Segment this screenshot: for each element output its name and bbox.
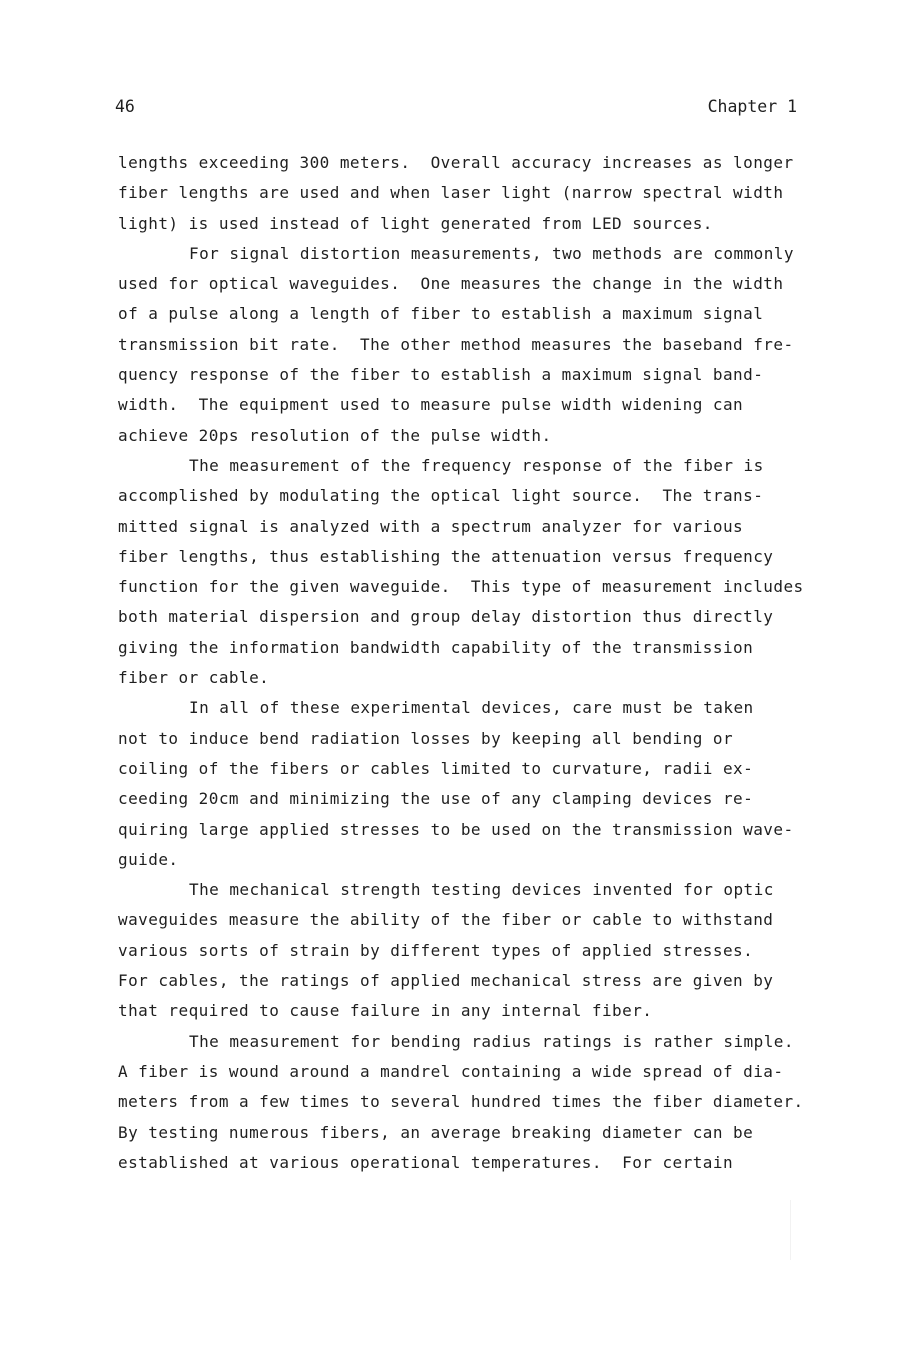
text-line: fiber lengths, thus establishing the attenuation versus frequency	[118, 546, 774, 566]
text-line: fiber lengths are used and when laser light (narrow spectral width	[118, 183, 784, 203]
text-line: various sorts of strain by different types of applied stresses.	[118, 940, 754, 960]
text-line: light) is used instead of light generated from LED sources.	[118, 213, 713, 233]
text-line: accomplished by modulating the optical light source. The trans-	[118, 486, 764, 506]
text-line: coiling of the fibers or cables limited to curvature, radii ex-	[118, 758, 754, 778]
text-line: achieve 20ps resolution of the pulse width.	[118, 425, 552, 445]
text-line: A fiber is wound around a mandrel containing a wide spread of dia-	[118, 1061, 784, 1081]
text-line: used for optical waveguides. One measures the change in the width	[118, 274, 784, 294]
page-number: 46	[115, 97, 135, 116]
text-line: fiber or cable.	[118, 668, 270, 688]
paragraph-first-line: In all of these experimental devices, care must be taken	[189, 698, 754, 718]
text-line: mitted signal is analyzed with a spectrum analyzer for various	[118, 516, 744, 536]
text-line: not to induce bend radiation losses by keeping all bending or	[118, 728, 734, 748]
chapter-label: Chapter 1	[707, 97, 797, 116]
paragraph-first-line: The mechanical strength testing devices invented for optic	[189, 880, 774, 900]
text-line: By testing numerous fibers, an average breaking diameter can be	[118, 1122, 754, 1142]
text-line: waveguides measure the ability of the fiber or cable to withstand	[118, 910, 774, 930]
text-line: For cables, the ratings of applied mechanical stress are given by	[118, 971, 774, 991]
text-line: giving the information bandwidth capability of the transmission	[118, 637, 754, 657]
text-line: quency response of the fiber to establish a maximum signal band-	[118, 365, 764, 385]
text-line: quiring large applied stresses to be used on the transmission wave-	[118, 819, 794, 839]
text-line: function for the given waveguide. This type of measurement includes	[118, 577, 804, 597]
text-line: that required to cause failure in any internal fiber.	[118, 1001, 653, 1021]
text-line: ceeding 20cm and minimizing the use of any clamping devices re-	[118, 789, 754, 809]
paragraph-first-line: The measurement of the frequency response of the fiber is	[189, 455, 764, 475]
running-header	[115, 95, 797, 119]
text-line: meters from a few times to several hundred times the fiber diameter.	[118, 1092, 804, 1112]
text-line: established at various operational temperatures. For certain	[118, 1152, 734, 1172]
scan-artifact	[790, 1200, 791, 1260]
body-text	[118, 148, 808, 1178]
text-line: both material dispersion and group delay distortion thus directly	[118, 607, 774, 627]
paragraph-first-line: The measurement for bending radius ratings is rather simple.	[189, 1031, 794, 1051]
text-line: width. The equipment used to measure pulse width widening can	[118, 395, 744, 415]
text-line: of a pulse along a length of fiber to establish a maximum signal	[118, 304, 764, 324]
text-line: guide.	[118, 849, 179, 869]
paragraph-first-line: For signal distortion measurements, two methods are commonly	[189, 243, 794, 263]
text-line: transmission bit rate. The other method measures the baseband fre-	[118, 334, 794, 354]
text-line: lengths exceeding 300 meters. Overall accuracy increases as longer	[118, 153, 794, 172]
